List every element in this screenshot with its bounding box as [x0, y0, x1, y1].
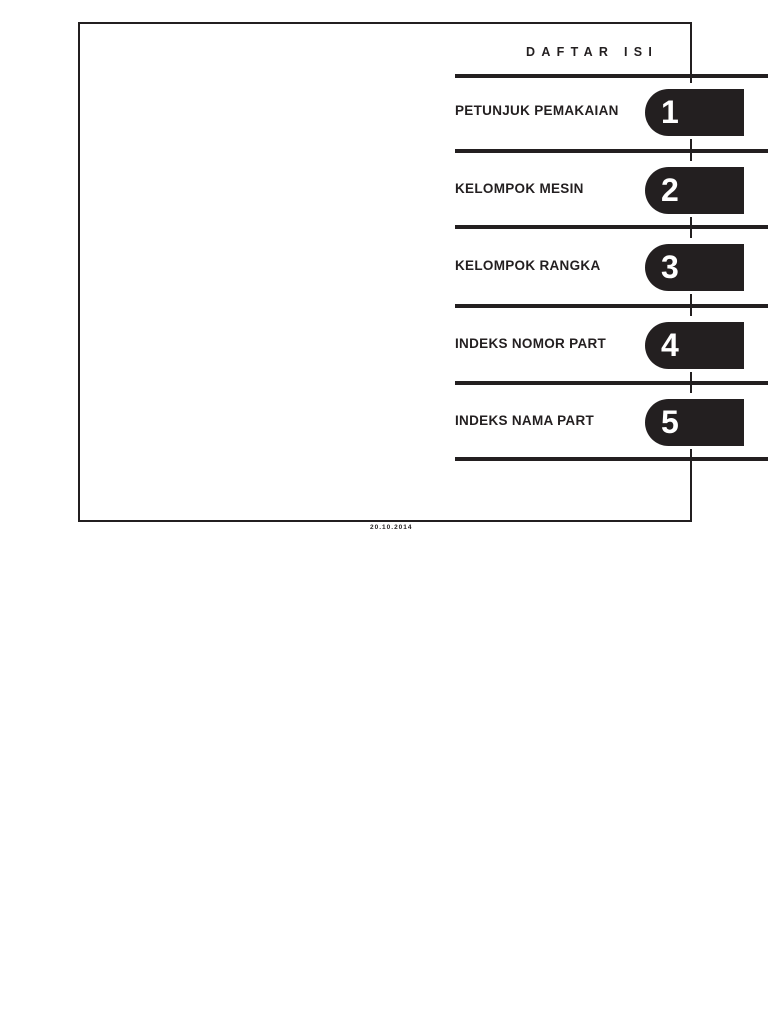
toc-item-label: INDEKS NOMOR PART: [455, 336, 607, 351]
toc-item-petunjuk-pemakaian[interactable]: [455, 83, 768, 139]
section-tab-1[interactable]: [645, 89, 744, 136]
toc-item-label: KELOMPOK MESIN: [455, 181, 584, 196]
toc-divider: [455, 225, 768, 229]
toc-item-label: KELOMPOK RANGKA: [455, 258, 601, 273]
toc-divider: [455, 304, 768, 308]
toc-item-indeks-nomor-part[interactable]: [455, 316, 768, 372]
section-tab-4[interactable]: [645, 322, 744, 369]
section-tab-5[interactable]: [645, 399, 744, 446]
toc-item-indeks-nama-part[interactable]: [455, 393, 768, 449]
toc-title: DAFTAR ISI: [526, 45, 659, 59]
section-tab-2[interactable]: [645, 167, 744, 214]
section-number: 3: [661, 249, 679, 285]
section-tab-3[interactable]: [645, 244, 744, 291]
section-number: 2: [661, 172, 679, 208]
toc-divider: [455, 381, 768, 385]
toc-divider: [455, 149, 768, 153]
document-date: 20.10.2014: [370, 524, 413, 531]
section-number: 1: [661, 94, 679, 130]
toc-item-kelompok-mesin[interactable]: [455, 161, 768, 217]
section-number: 4: [661, 327, 679, 363]
toc-item-label: PETUNJUK PEMAKAIAN: [455, 103, 619, 118]
toc-divider: [455, 74, 768, 78]
toc-divider: [455, 457, 768, 461]
toc-item-kelompok-rangka[interactable]: [455, 238, 768, 294]
section-number: 5: [661, 404, 679, 440]
toc-item-label: INDEKS NAMA PART: [455, 413, 595, 428]
